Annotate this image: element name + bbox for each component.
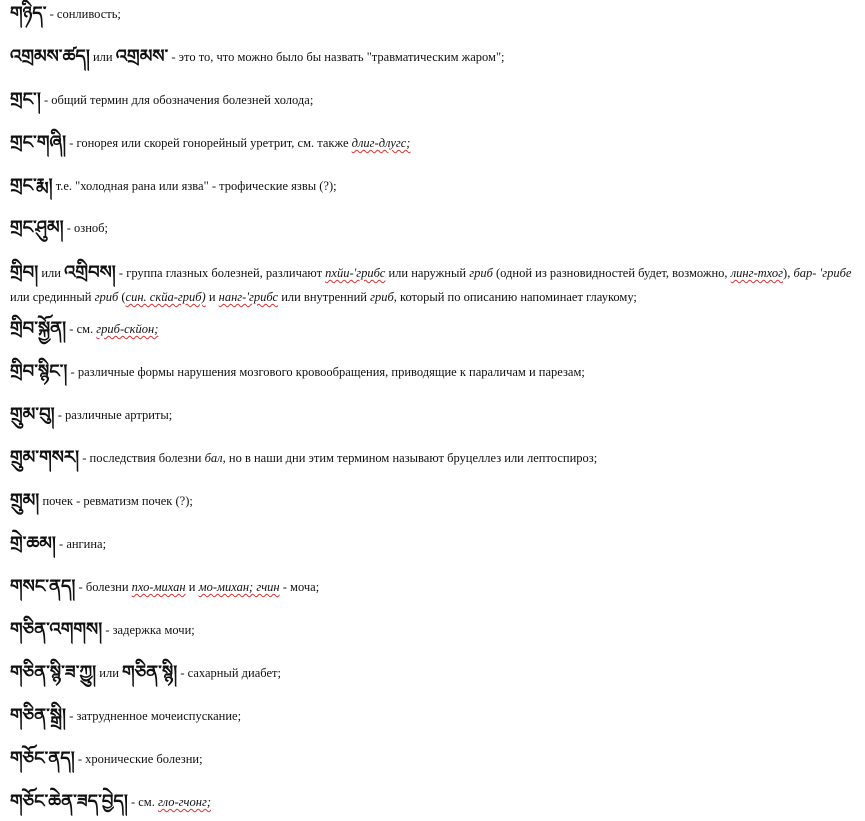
definition-text: - сахарный диабет; — [177, 666, 281, 680]
italic-term: бал, — [204, 451, 226, 465]
definition-text: или внутренний — [278, 290, 371, 304]
entry-chills — [10, 218, 857, 238]
cross-reference-link[interactable]: пхйи-'грибс — [325, 266, 386, 280]
cross-reference-link[interactable]: линг-тхог — [730, 266, 784, 280]
entry-trauma-fever — [10, 47, 857, 67]
tibetan-term-alt: འགྲམས་ — [115, 46, 169, 67]
tibetan-term: གཉིད་ — [10, 3, 47, 24]
tibetan-term: གཅིན་སྙི་ཟ་ཀྱུ། — [10, 662, 97, 683]
tibetan-term: གྲང་གཞི། — [10, 132, 67, 153]
definition-text: - см. — [66, 322, 97, 336]
entry-gonorrhea — [10, 133, 857, 153]
cross-reference-link[interactable]: мо-михан; гчин — [198, 580, 280, 594]
cross-reference-link[interactable]: пхо-михан — [131, 580, 186, 594]
tibetan-term: གྲིབ་སྐྱོན། — [10, 318, 67, 339]
definition-text: - различные артриты; — [54, 408, 173, 422]
tibetan-term: གྲང་། — [10, 89, 41, 110]
tibetan-term: གྲུམ། — [10, 490, 40, 511]
entry-arthritis — [10, 405, 857, 425]
definition-text: - см. — [127, 795, 158, 809]
tibetan-term: འགྲམས་ཚད། — [10, 46, 90, 67]
cross-reference-link[interactable]: гло-гчонг; — [157, 795, 212, 809]
definition-text: - затрудненное мочеиспускание; — [66, 709, 242, 723]
entry-grib-skyon — [10, 319, 857, 339]
entry-kidney-rheumatism — [10, 491, 857, 511]
tibetan-term-alt: གཅིན་སྙི། — [122, 662, 178, 683]
tibetan-term: གསང་ནད། — [10, 576, 76, 597]
definition-text: - группа глазных болезней, различают — [115, 266, 326, 280]
definition-text: но в наши дни этим термином называют бруцеллез или лептоспироз; — [225, 451, 598, 465]
definition-text: - сонливость; — [46, 7, 121, 21]
definition-text: - последствия болезни — [79, 451, 205, 465]
entry-urinary-retention — [10, 620, 857, 640]
entry-cerebral-circulation — [10, 362, 857, 382]
tibetan-term: གྲིབ་སྙིང་། — [10, 361, 68, 382]
entry-eye-diseases — [10, 261, 857, 309]
definition-text: т.е. "холодная рана или язва" - трофические язвы (?); — [52, 179, 337, 193]
italic-term: гриб — [94, 290, 119, 304]
definition-text: ( — [118, 290, 126, 304]
italic-term: гриб — [469, 266, 493, 280]
definition-text: который по описанию напоминает глаукому; — [396, 290, 637, 304]
tibetan-term: གྲང་རྨ། — [10, 175, 53, 196]
tibetan-term: གྲུམ་བུ། — [10, 404, 55, 425]
definition-text: - озноб; — [63, 221, 108, 235]
definition-text: и — [185, 580, 199, 594]
definition-text: почек - ревматизм почек (?); — [39, 494, 193, 508]
definition-text: - различные формы нарушения мозгового кровообращения, приводящие к параличам и парезам; — [67, 365, 585, 379]
tibetan-term: གྲེ་ཆམ། — [10, 533, 56, 554]
tibetan-term-alt: འགྲིབས། — [64, 262, 116, 283]
tibetan-term: གྲིབ། — [10, 262, 39, 283]
tibetan-term: གཅོང་ནད། — [10, 748, 75, 769]
italic-term: гриб, — [370, 290, 397, 304]
tibetan-term: གྲང་ཤུམ། — [10, 217, 64, 238]
connector-text: или — [38, 266, 65, 280]
definition-text: или наружный — [385, 266, 470, 280]
definition-text: - общий термин для обозначения болезней холода; — [40, 93, 314, 107]
definition-text: - это то, что можно было бы назвать "травматическим жаром"; — [168, 50, 505, 64]
definition-text: - задержка мочи; — [102, 623, 195, 637]
cross-reference-link[interactable]: длиг-длугс; — [351, 136, 411, 150]
entry-glo-gchong — [10, 792, 857, 812]
tibetan-term: གཅིན་འགགས། — [10, 619, 103, 640]
definition-text: - гонорея или скорей гонорейный уретрит, см. также — [66, 136, 352, 150]
definition-text: или срединный — [10, 290, 95, 304]
cross-reference-link[interactable]: син. скйа-гриб) — [125, 290, 206, 304]
entry-cold-diseases — [10, 90, 857, 110]
definition-text: - ангина; — [55, 537, 107, 551]
entry-chronic-diseases — [10, 749, 857, 769]
definition-text: (одной из разновидностей будет, возможно, — [492, 266, 731, 280]
entry-diabetes — [10, 663, 857, 683]
definition-text: - хронические болезни; — [74, 752, 203, 766]
cross-reference-link[interactable]: гриб-скйон; — [96, 322, 159, 336]
entry-brucellosis — [10, 448, 857, 468]
entry-urine — [10, 577, 857, 597]
connector-text: или — [89, 50, 116, 64]
entry-sleepiness — [10, 4, 857, 24]
italic-term: бар- 'грибе — [793, 266, 852, 280]
definition-text: - болезни — [75, 580, 132, 594]
cross-reference-link[interactable]: нанг-'грибс — [218, 290, 279, 304]
tibetan-term: གཅིན་སྒྲི། — [10, 705, 67, 726]
entry-trophic-ulcers — [10, 176, 857, 196]
tibetan-term: གྲུམ་གསར། — [10, 447, 80, 468]
definition-text: ), — [783, 266, 794, 280]
entry-angina — [10, 534, 857, 554]
entry-difficult-urination — [10, 706, 857, 726]
definition-text: и — [205, 290, 219, 304]
connector-text: или — [96, 666, 123, 680]
definition-text: - моча; — [279, 580, 320, 594]
tibetan-term: གཅོང་ཆེན་ཟད་བྱེད། — [10, 791, 128, 812]
